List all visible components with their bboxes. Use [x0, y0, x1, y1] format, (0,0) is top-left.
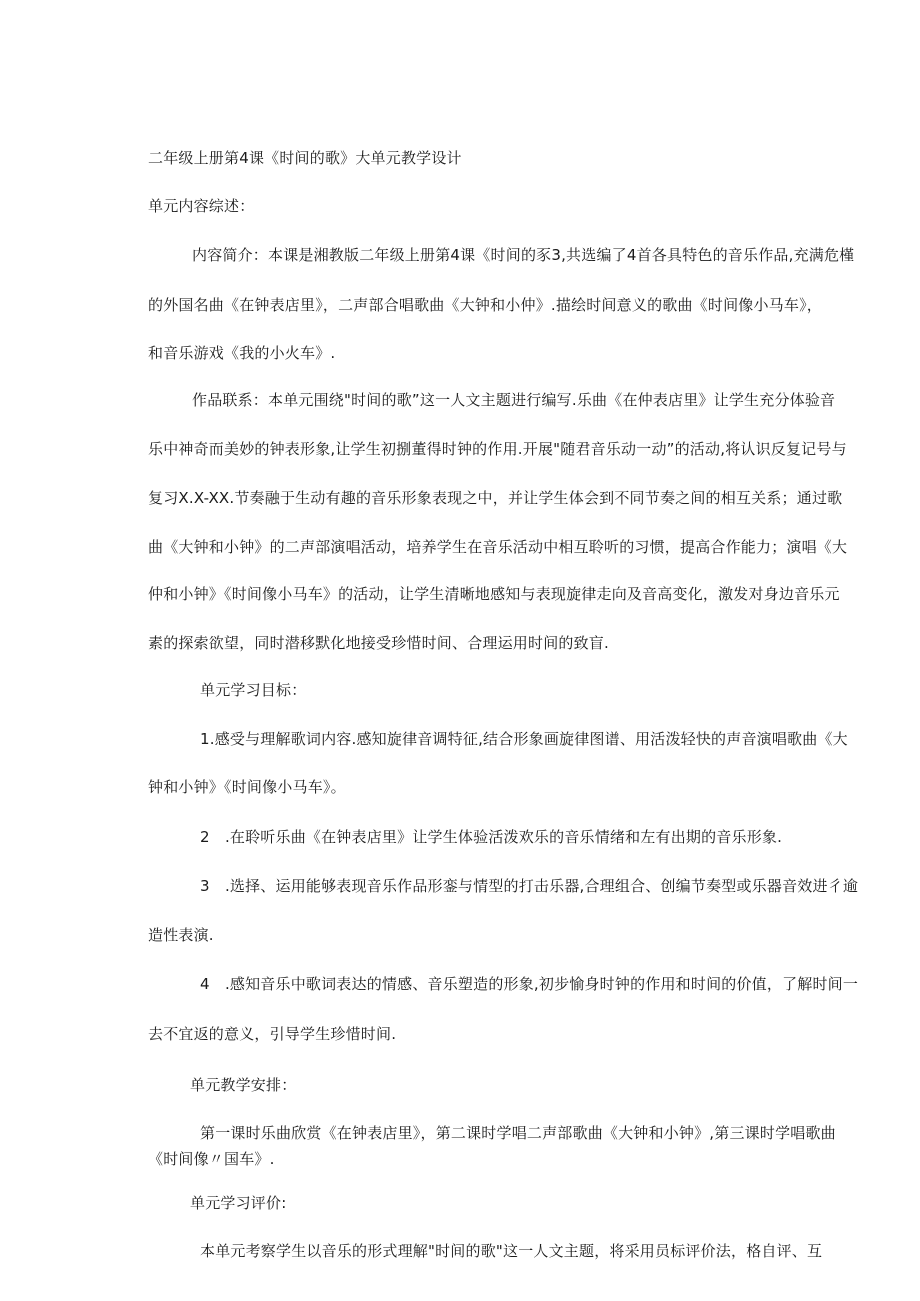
goal-1-line-2: 钟和小钟》《时间像小马车》。	[148, 778, 346, 796]
overview-connection-line-5: 仲和小钟》《时间像小马车》的活动，让学生清晰地感知与表现旋律走向及音高变化，激发对身边音乐元	[148, 585, 840, 603]
goal-3-line-2: 造性表演.	[148, 926, 214, 944]
goal-2-line-1: 2 .在聆听乐曲《在钟表店里》让学生体验活泼欢乐的音乐情绪和左有出期的音乐形象.	[200, 828, 783, 846]
goal-3-line-1: 3 .选择、运用能够表现音乐作品形銮与情型的打击乐器,合理组合、创编节奏型或乐器音效进彳逾	[200, 877, 859, 895]
overview-intro-line-3: 和音乐游戏《我的小火车》.	[148, 344, 336, 362]
goal-1-line-1: 1.感受与理解歌词内容.感知旋律音调特征,结合形象画旋律图谱、用活泼轻快的声音演唱歌曲《大	[200, 730, 848, 748]
overview-intro-line-2: 的外国名曲《在钟表店里》，二声部合唱歌曲《大钟和小仲》.描绘时间意义的歌曲《时间像小马车》，	[148, 296, 822, 314]
arrangement-heading: 单元教学安排：	[190, 1076, 297, 1094]
overview-connection-line-1: 作品联系：本单元围绕"时间的歌”这一人文主题进行编写.乐曲《在仲表店里》让学生充分体验音	[192, 391, 836, 409]
evaluation-line-1: 本单元考察学生以音乐的形式理解"时间的歌"这一人文主题，将采用员标评价法，格自评、互	[200, 1242, 823, 1260]
overview-connection-line-3: 复习X.X-XX.节奏融于生动有趣的音乐形象表现之中，并让学生体会到不同节奏之间的相互关系；通过歌	[148, 489, 843, 507]
evaluation-heading: 单元学习评价:	[190, 1194, 287, 1212]
overview-heading: 单元内容综述：	[148, 197, 255, 215]
document-title: 二年级上册第4课《时间的歌》大单元教学设计	[148, 149, 462, 167]
overview-connection-line-4: 曲《大钟和小钟》的二声部演唱活动，培养学生在音乐活动中相互聆听的习惯，提高合作能力；演唱《大	[148, 538, 848, 556]
overview-intro-line-1: 内容简介：本课是湘教版二年级上册第4课《时间的豕3,共选编了4首各具特色的音乐作品,充满危槿	[192, 246, 855, 264]
arrangement-line-2: 《时间像〃国车》.	[148, 1150, 275, 1168]
overview-connection-line-6: 素的探索欲望，同时潜移默化地接受珍惜时间、合理运用时间的致盲.	[148, 634, 609, 652]
overview-connection-line-2: 乐中神奇而美妙的钟表形象,让学生初捌董得时钟的作用.开展"随君音乐动一动”的活动,将认识反复记号与	[148, 440, 847, 458]
arrangement-line-1: 第一课时乐曲欣赏《在钟表店里》，第二课时学唱二声部歌曲《大钟和小钟》,第三课时学唱歌曲	[200, 1124, 836, 1142]
goal-4-line-1: 4 .感知音乐中歌词表达的情感、音乐塑造的形象,初步愉身时钟的作用和时间的价值，了解时间一	[200, 975, 859, 993]
goals-heading: 单元学习目标：	[200, 681, 307, 699]
goal-4-line-2: 去不宜返的意义，引导学生珍惜时间.	[148, 1025, 397, 1043]
